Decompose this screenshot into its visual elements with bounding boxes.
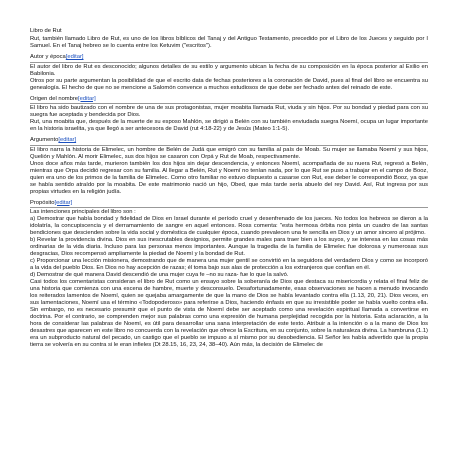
origen-paragraph-1: El libro ha sido bautizado con el nombre de una de sus protagonistas, mujer moabita llamada Rut, viuda y sin hijos. Por su bondad y piedad para con su suegra fue aceptada y bendecida por Dios. — [30, 105, 428, 118]
section-argumento — [30, 137, 428, 196]
proposito-paragraph-2: a) Demostrar que había bondad y fidelidad de Dios en Israel durante el período cruel y desenfrenado de los jueces. No todos los hebreos se dieron a la idolatría, la concupiscencia y el derramamiento de sangre en aquel entonces. Ross comenta: "esta hermosa órbita nos pinta un cuadro de las santas bendiciones que descienden sobre la vida social y doméstica de cualquier época, cuando prevalecen una fe sencilla en Dios y un amor sincero al prójimo. — [30, 216, 428, 236]
edit-link-origen[interactable]: [editar] — [78, 95, 96, 102]
section-title-argumento: Argumento — [30, 137, 59, 143]
section-proposito — [30, 200, 428, 350]
section-autor — [30, 54, 428, 92]
section-title-autor: Autor y época — [30, 54, 66, 60]
autor-paragraph-1: El autor del libro de Rut es desconocido; algunos detalles de su estilo y argumento ubican la fecha de su composición en la época posterior al Exilio en Babilonia. — [30, 63, 428, 77]
edit-link-autor[interactable]: [editar] — [65, 54, 84, 60]
proposito-paragraph-5: d) Demostrar de qué manera David descendió de una mujer cuya fe –no su raza- fue lo que la salvó. — [30, 272, 289, 278]
edit-link-proposito[interactable]: [editar] — [54, 199, 73, 206]
section-origen — [30, 96, 428, 134]
section-heading-autor — [30, 54, 428, 63]
autor-paragraph-2: Otros por su parte argumentan la posibilidad de que el escrito data de fechas posteriores a la coronación de David, pues al final del libro se encuentra su genealogía. El hecho de que no se mencione a Salomón convence a muchos estudiosos de que debe ser fechado antes del reinado de este. — [30, 77, 428, 91]
argumento-paragraph-1: El libro narra la historia de Elimelec, un hombre de Belén de Judá que emigró con su familia al país de Moab. Su mujer se llamaba Noemí y sus hijos, Quelión y Mahlón. Al morir Elimelec, sus dos hijos se casaron con Orpá y Rut de Moab, respectivamente. — [30, 146, 428, 160]
proposito-paragraph-3: b) Revelar la providencia divina. Dios en sus inescrutables designios, permite grandes males para traer bien a los suyos, y se interesa en las cosas más ordinarias de la vida diaria. Incluso para las personas menos importantes. Aunque la tragedia de la familia de Elimelec fue dolorosa y numerosas sus desgracias, Dios recompensó ampliamente la piedad de Noemí y la bondad de Rut. — [30, 237, 428, 257]
intro-paragraph — [30, 36, 428, 50]
section-heading-proposito — [30, 200, 428, 209]
section-title-origen: Origen del nombre — [30, 95, 79, 102]
edit-link-argumento[interactable]: [editar] — [58, 137, 77, 143]
section-title-proposito: Propósito — [30, 199, 55, 206]
origen-paragraph-2: Rut, una moabita que, después de la muerte de su esposo Mahlón, se dirigió a Belén con su también enviudada suegra Noemí, ocupa un lugar importante en la historia israelita, ya que llegó a ser antecesora de David (rut 4:18-22) y de Jesús (Mateo 1:1-5). — [30, 119, 428, 132]
section-heading-argumento — [30, 137, 428, 146]
document-title: Libro de Rut — [30, 28, 62, 34]
intro-text: Rut, también llamado Libro de Rut, es uno de los libros bíblicos del Tanaj y del Antiguo Testamento, precedido por el Libro de los Jueces y seguido por I Samuel. En el Tanaj hebreo se lo cuenta entre los Ketuvim ("escritos"). — [30, 36, 428, 49]
section-heading-origen — [30, 96, 428, 105]
argumento-paragraph-2: Unos doce años más tarde, murieron también los dos hijos sin dejar descendencia, y entonces Noemí, acompañada de su nuera Rut, regresó a Belén, mientras que Orpa decidió regresar con su familia. Al llegar a Belén, Rut y Noemí no tenían nada, por lo que Rut se puso a trabajar en el campo de Booz, quien era uno de los primos de la familia de Elimelec. Como otro familiar no estuvo dispuesto a casarse con Rut, ese deber le correspondió Booz, ya que se había sentido atraído por la moabita. De este matrimonio nació un hijo, Obed, que más tarde sería abuelo del rey David. Así, Rut ingresa por sus propias virtudes en la religión judía. — [30, 160, 428, 195]
proposito-paragraph-1: Las intenciones principales del libro son : — [30, 209, 136, 215]
proposito-paragraph-6: Casi todos los comentaristas consideran el libro de Rut como un ensayo sobre la soberanía de Dios que destaca su misericordia y relata el final feliz de una historia que comienza con una escena de hambre, muerte y desconsuelo. Desafortunadamente, esas observaciones se hacen a menudo invocando los reiterados lamentos de Noemí, quien se quejaba amargamente de que la mano de Dios se había levantado contra ella (1.13, 20, 21). Dios veces, en sus lamentaciones, Noemí usa el término «Todopoderoso» para referirse a Dios, haciendo énfasis en que su irresistible poder se había vuelto contra ella. Sin embargo, no es necesario presumir que el punto de vista de Noemí debe ser aceptado como una revelación espiritual llamada a convertirse en doctrina. Por el contrario, se comprenden mejor sus palabras como una expresión de humana perplejidad recogida por la historia. Esta aclaración, a la hora de considerar las palabras de Noemí, es útil para desarrollar una sana interpretación de este texto. Atribuir a la intención o a la mano de Dios los desastres que aparecen en este libro no concuerda con la revelación que ofrece la Escritura, en su conjunto, sobre la naturaleza divina. La hambruna (1.1) era un subproducto natural del pecado, un castigo que el pueblo se impuso a sí mismo por su desobediencia. El Señor les había advertido que la propia tierra se volvería en su contra si le eran infieles (Dt 28.15, 16, 23, 24, 38–40). Aún más, la decisión de Elimelec de — [30, 279, 428, 348]
article — [30, 28, 428, 444]
proposito-paragraph-4: c) Proporcionar una lección misionera, demostrando que de manera una mujer gentil se convirtió en la seguidora del verdadero Dios y como se incorporó a la vida del pueblo Dios. En Dios no hay acepción de razas; él toma bajo sus alas de protección a los extranjeros que confían en él. — [30, 258, 428, 271]
